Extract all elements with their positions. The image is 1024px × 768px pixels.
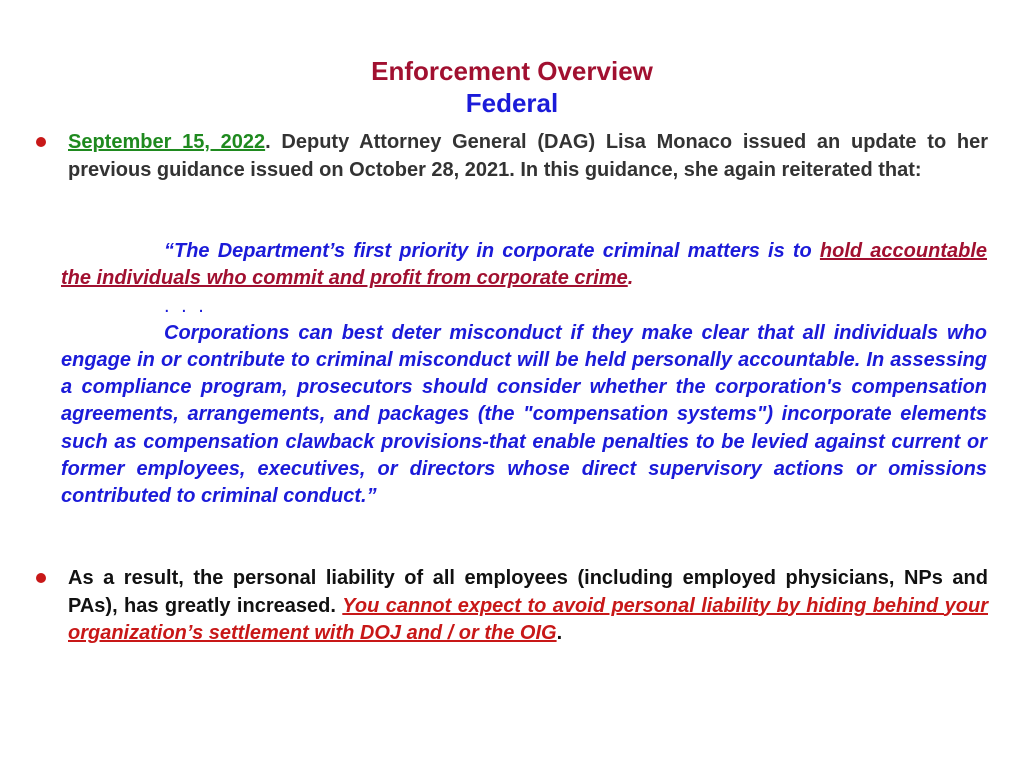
slide-subtitle: Federal: [465, 88, 559, 118]
quote-ellipsis: . . .: [164, 294, 207, 317]
guidance-quote: [61, 238, 987, 511]
bullet-2-emphasis: You cannot expect to avoid personal liability by hiding behind your organization’s settlement with DOJ and / or the OIG: [68, 594, 988, 644]
bullet-2-text: [68, 565, 988, 648]
bullet-2-body: As a result, the personal liability of all employees (including employed physicians, NPs and PAs), has greatly increased.: [68, 567, 988, 617]
bullet-dot-icon: [36, 137, 46, 147]
slide-title: Enforcement Overview: [371, 56, 653, 86]
bullet-dot-icon: [36, 573, 46, 583]
date-link: September 15, 2022: [68, 131, 266, 153]
bullet-1-text: [68, 129, 988, 184]
date-suffix: .: [265, 131, 271, 153]
quote-part-2: Corporations can best deter misconduct if they make clear that all individuals who engage in or contribute to criminal misconduct will be held personally accountable. In assessing a compliance program, prosecutors should consider whether the corporation's compensation agreements, arrangements, and packages (the "compensation systems") incorporate elements such as compensation clawback provisions-that enable penalties to be levied against current or former employees, executives, or directors whose direct supervisory actions or omissions contributed to criminal conduct.”: [61, 321, 987, 508]
quote-emphasis: hold accountable the individuals who commit and profit from corporate crime: [61, 240, 987, 290]
bullet-1-body: Deputy Attorney General (DAG) Lisa Monaco issued an update to her previous guidance issued on October 28, 2021. In this guidance, she again reiterated that:: [68, 131, 989, 181]
quote-part-1-end: .: [627, 267, 634, 290]
quote-part-1: “The Department’s first priority in corporate criminal matters is to: [164, 240, 820, 262]
bullet-2-end: .: [556, 622, 563, 644]
title-block: [0, 55, 1024, 119]
